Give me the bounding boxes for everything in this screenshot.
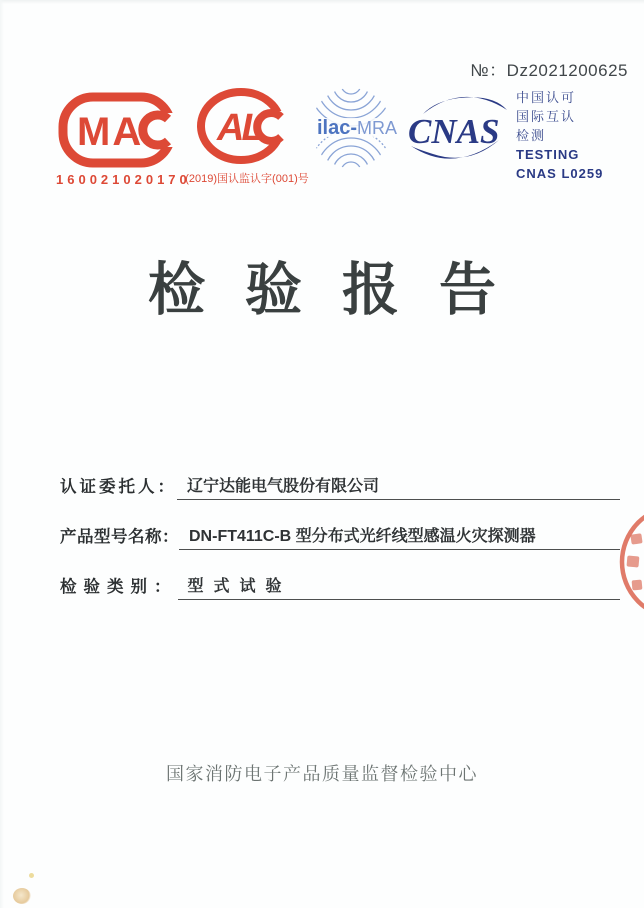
red-seal-icon (610, 498, 644, 633)
cnas-caption-line: 国际互认 (516, 109, 577, 124)
field-label: 产品型号名称： (60, 528, 179, 546)
svg-text:ilac-MRA (317, 117, 397, 139)
cnas-logo-icon (407, 90, 511, 171)
paper-stain (29, 873, 34, 878)
scan-edge (0, 0, 644, 4)
accreditation-logos (0, 86, 644, 196)
paper-stain (13, 888, 31, 904)
ilac-mra-logo-icon (303, 86, 399, 175)
field-row-product-model (60, 520, 620, 550)
field-value: 型式试验 (178, 573, 621, 600)
ilac-text-bold: ilac- (317, 117, 358, 139)
field-row-applicant (60, 470, 620, 500)
cma-code: 160021020170 (56, 172, 191, 187)
report-number (470, 56, 628, 81)
cnas-caption-line: CNAS L0259 (516, 166, 604, 181)
cma-logo-icon (58, 92, 176, 173)
field-label: 认证委托人： (60, 478, 177, 496)
cnas-caption-line: 中国认可 (516, 90, 577, 105)
cal-caption: (2019)国认监认字(001)号 (185, 173, 309, 185)
report-number-value: Dz2021200625 (506, 61, 628, 80)
issuing-organization: 国家消防电子产品质量监督检验中心 (166, 764, 478, 784)
cnas-caption-line: 检测 (516, 128, 547, 143)
cnas-letters: CNAS (408, 112, 500, 151)
cal-letters: AL (217, 107, 262, 149)
report-fields (60, 470, 620, 620)
cma-letters: MA (77, 110, 144, 154)
field-value: 辽宁达能电气股份有限公司 (177, 473, 620, 500)
field-row-inspection-type (60, 570, 620, 600)
field-value: DN-FT411C-B 型分布式光纤线型感温火灾探测器 (179, 523, 620, 550)
report-number-label: №： (470, 61, 507, 80)
cal-logo-icon (193, 86, 293, 173)
cnas-caption-block (516, 88, 603, 183)
cnas-caption-line: TESTING (516, 147, 580, 162)
page-title: 检验报告 (148, 258, 536, 322)
ilac-text-rest: MRA (357, 118, 398, 138)
field-label: 检验类别： (60, 578, 178, 596)
